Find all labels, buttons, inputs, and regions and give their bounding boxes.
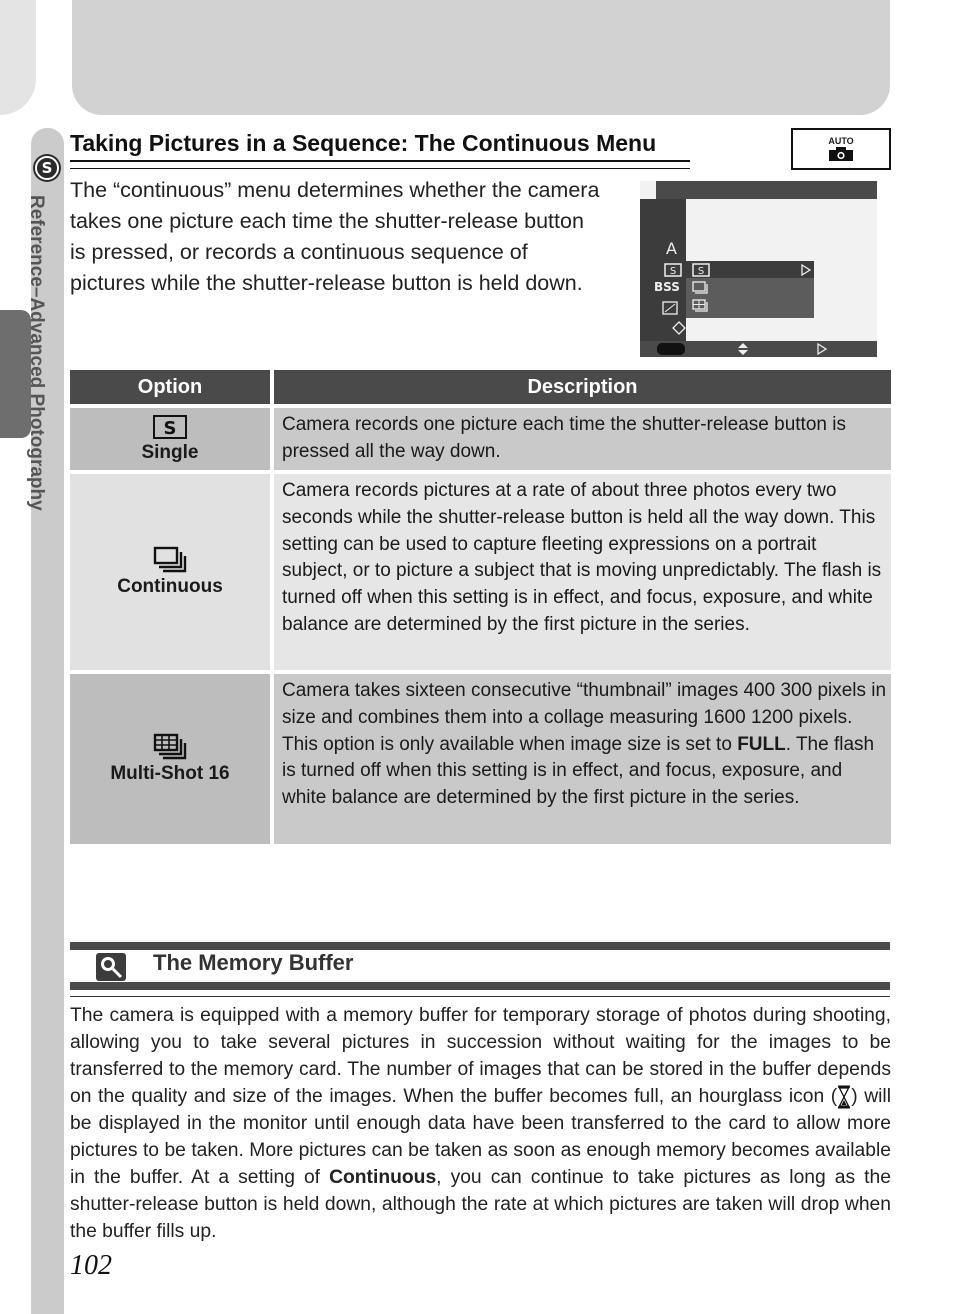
magnifier-icon (96, 953, 126, 981)
options-table (70, 370, 891, 848)
table-row (70, 674, 891, 844)
header-option: Option (70, 370, 270, 404)
table-row (70, 408, 891, 470)
page-number: 102 (70, 1250, 112, 1281)
header-description: Description (274, 370, 891, 404)
full-setting-label: FULL (737, 733, 786, 755)
lcd-exposure-icon (662, 301, 678, 315)
option-label: Continuous (117, 576, 223, 597)
memory-buffer-top-rule (70, 942, 890, 950)
intro-paragraph: The “continuous” menu determines whether the camera takes one picture each time the shutter-release button is pressed, or records a continuous sequence of pictures while the shutter-release button is held down. (70, 178, 600, 295)
camera-menu-screen (640, 181, 877, 357)
lcd-menu-button-icon (656, 342, 686, 356)
memory-buffer-text-end: , you can continue to take pictures as long as the shutter-release button is held down, although the rate at which pictures are taken will drop when the buffer fills up. (70, 1167, 891, 1242)
memory-buffer-thin-rule (70, 996, 890, 997)
lcd-label-a: A (666, 239, 677, 258)
lcd-diamond-icon (672, 321, 686, 335)
lcd-continuous-icon (692, 281, 710, 297)
side-strip (0, 0, 36, 115)
continuous-icon (152, 546, 188, 574)
option-cell (70, 674, 270, 844)
lcd-bss-label: BSS (654, 280, 680, 294)
memory-buffer-title: The Memory Buffer (153, 950, 354, 975)
continuous-setting-label: Continuous (329, 1167, 437, 1188)
section-badge (33, 154, 61, 182)
lcd-single-icon-2 (692, 263, 710, 277)
camera-icon (828, 146, 854, 162)
multi-shot-icon (152, 733, 188, 761)
memory-buffer-text: The camera is equipped with a memory buffer for temporary storage of photos during shooting, allowing you to take several pictures in succession without waiting for the images to be transferred to the memory card. The number of images that can be stored in the buffer depends on the quality and size of the images. When the buffer becomes full, an hourglass icon ( (70, 1005, 891, 1107)
table-row (70, 474, 891, 670)
hourglass-icon (837, 1085, 851, 1109)
description-cell: Camera records pictures at a rate of about three photos every two seconds while the shutter-release button is held all the way down. This setting can be used to capture fleeting expressions on a portrait subject, or to picture a subject that is moving unpredictably. The flash is turned off when this setting is in effect, and focus, exposure, and white balance are determined by the first picture in the series. (274, 474, 891, 670)
lcd-right-icon (816, 342, 828, 356)
lcd-updown-icon (736, 342, 750, 356)
lcd-top-bar (656, 181, 877, 199)
option-label: Single (141, 442, 199, 463)
memory-buffer-bottom-rule (70, 982, 890, 990)
option-cell (70, 408, 270, 470)
mode-badge-label: AUTO (828, 135, 854, 146)
memory-buffer-text-mid: ) will be displayed in the monitor until enough data have been transferred to the card to allow more pictures to be taken. More pictures can be taken as soon as enough memory becomes available in the buffer. At a setting of (70, 1086, 891, 1188)
title-rule (70, 168, 690, 169)
svg-text:S: S (697, 266, 705, 277)
lcd-single-icon (664, 263, 682, 277)
description-text-end: . The flash is turned off when this setting is in effect, and focus, exposure, and white balance are determined by the first picture in the series. (282, 733, 875, 809)
mode-badge (791, 128, 891, 170)
description-cell: Camera records one picture each time the shutter-release button is pressed all the way down. (274, 408, 891, 470)
page-title: Taking Pictures in a Sequence: The Continuous Menu (70, 130, 690, 162)
option-cell (70, 474, 270, 670)
memory-buffer-paragraph (70, 1002, 891, 1245)
section-badge-letter: S (35, 156, 59, 180)
table-header (70, 370, 891, 404)
section-label: Reference–Advanced Photography (26, 195, 47, 511)
lcd-right-arrow-icon (800, 263, 812, 277)
option-label: Multi-Shot 16 (110, 763, 230, 784)
description-text: Camera takes sixteen consecutive “thumbnail” images 400 300 pixels in size and combines them into a collage measuring 1600 1200 pixels. This option is only available when image size is set to (282, 680, 887, 755)
svg-text:S: S (163, 418, 177, 439)
lcd-multishot-icon (692, 299, 710, 315)
single-frame-icon (152, 414, 188, 440)
top-banner (72, 0, 890, 115)
description-cell (274, 674, 891, 844)
memory-buffer-box (96, 953, 126, 981)
svg-text:S: S (669, 266, 677, 277)
